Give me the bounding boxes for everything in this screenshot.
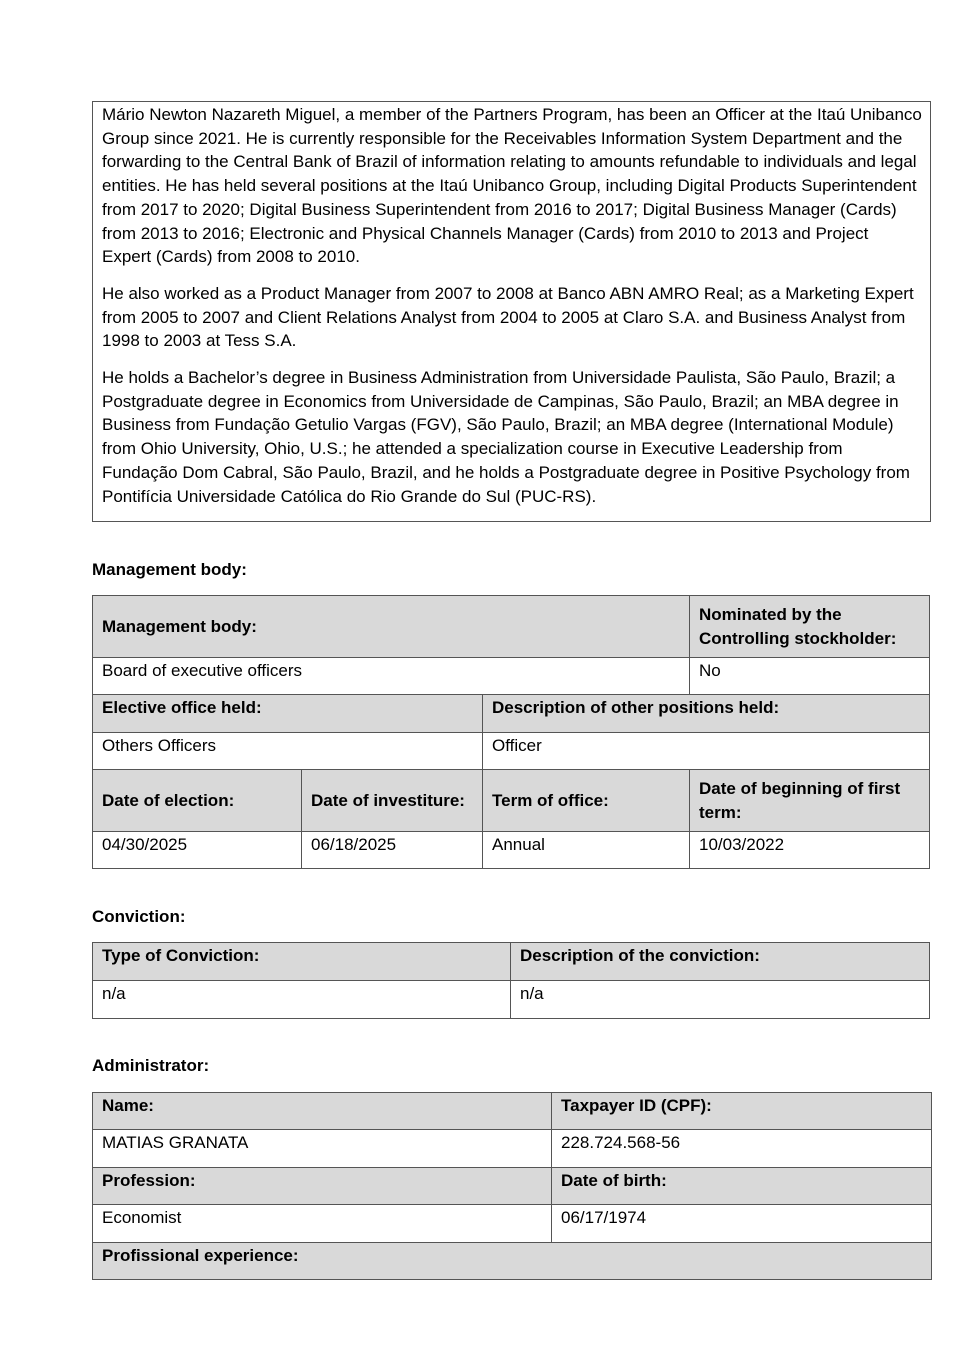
election-date-label: Date of election: — [93, 770, 302, 832]
administrator-heading: Administrator: — [92, 1056, 210, 1075]
investiture-date-value: 06/18/2025 — [302, 832, 483, 869]
bio-paragraph: He holds a Bachelor’s degree in Business Administration from Universidade Paulista, São Paulo, Brazil; a Postgraduate degree in Economics from Universidade de Campinas, São Paulo, Brazil; an MBA degree in Business from Fundação Getulio Vargas (FGV), São Paulo, Brazil; an MBA degree (International Module) from Ohio University, Ohio, U.S.; he attended a specialization course in Executive Leadership from Fundação Dom Cabral, São Paulo, Brazil, and he holds a Postgraduate degree in Positive Psychology from Pontifícia Universidade Católica do Rio Grande do Sul (PUC-RS). — [102, 368, 910, 506]
nominated-value: No — [690, 658, 930, 695]
profession-label: Profession: — [93, 1168, 552, 1205]
management-table — [92, 595, 930, 869]
dob-value: 06/17/1974 — [552, 1205, 932, 1243]
investiture-date-label: Date of investiture: — [302, 770, 483, 832]
conviction-heading: Conviction: — [92, 907, 186, 926]
experience-label: Profissional experience: — [93, 1243, 932, 1280]
first-term-value: 10/03/2022 — [690, 832, 930, 869]
elective-office-value: Others Officers — [93, 733, 483, 770]
other-positions-label: Description of other positions held: — [483, 695, 930, 733]
conviction-description-label: Description of the conviction: — [511, 943, 930, 981]
name-label: Name: — [93, 1093, 552, 1130]
name-value: MATIAS GRANATA — [93, 1130, 552, 1168]
cpf-label: Taxpayer ID (CPF): — [552, 1093, 932, 1130]
other-positions-value: Officer — [483, 733, 930, 770]
management-heading: Management body: — [92, 560, 247, 579]
nominated-label: Nominated by the Controlling stockholder: — [690, 596, 930, 658]
cpf-value: 228.724.568-56 — [552, 1130, 932, 1168]
term-label: Term of office: — [483, 770, 690, 832]
conviction-description-value: n/a — [511, 981, 930, 1019]
management-body-label: Management body: — [93, 596, 690, 658]
administrator-table — [92, 1092, 932, 1280]
term-value: Annual — [483, 832, 690, 869]
conviction-type-value: n/a — [93, 981, 511, 1019]
dob-label: Date of birth: — [552, 1168, 932, 1205]
elective-office-label: Elective office held: — [93, 695, 483, 733]
profession-value: Economist — [93, 1205, 552, 1243]
bio-paragraph: Mário Newton Nazareth Miguel, a member of the Partners Program, has been an Officer at the Itaú Unibanco Group since 2021. He is currently responsible for the Receivables Information System Department and the forwarding to the Central Bank of Brazil of information relating to amounts refundable to individuals and legal entities. He has held several positions at the Itaú Unibanco Group, including Digital Products Superintendent from 2017 to 2020; Digital Business Superintendent from 2016 to 2017; Digital Business Manager (Cards) from 2013 to 2016; Electronic and Physical Channels Manager (Cards) from 2010 to 2013 and Project Expert (Cards) from 2008 to 2010. — [102, 105, 922, 267]
management-body-value: Board of executive officers — [93, 658, 690, 695]
first-term-label: Date of beginning of first term: — [690, 770, 930, 832]
election-date-value: 04/30/2025 — [93, 832, 302, 869]
conviction-table — [92, 942, 930, 1019]
bio-paragraph: He also worked as a Product Manager from 2007 to 2008 at Banco ABN AMRO Real; as a Marketing Expert from 2005 to 2007 and Client Relations Analyst from 2004 to 2005 at Claro S.A. and Business Analyst from 1998 to 2003 at Tess S.A. — [102, 283, 914, 351]
conviction-type-label: Type of Conviction: — [93, 943, 511, 981]
biography-box — [92, 101, 931, 522]
